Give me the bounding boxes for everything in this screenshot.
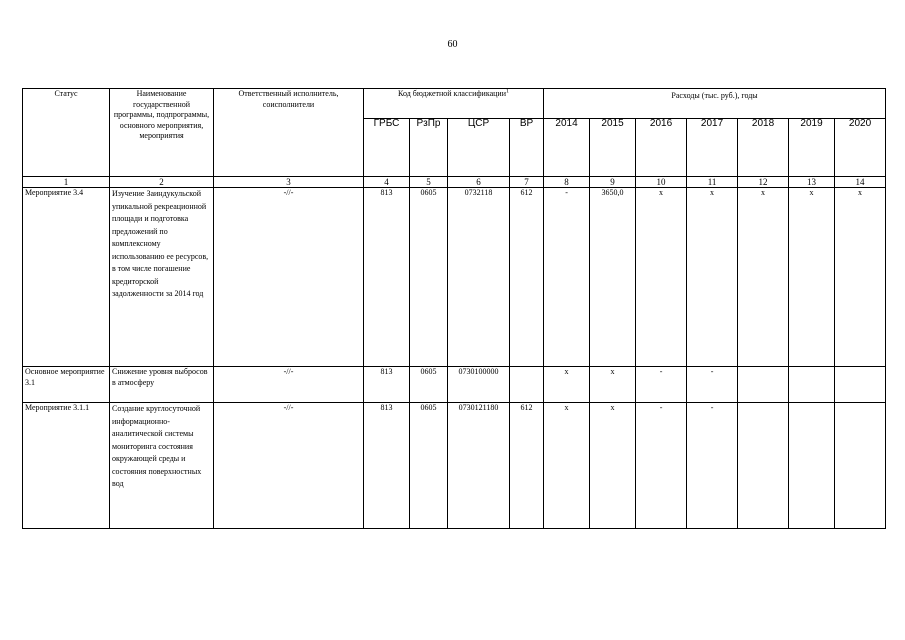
header-year-2014: 2014 bbox=[544, 119, 590, 177]
column-number: 14 bbox=[835, 177, 886, 188]
column-number: 1 bbox=[23, 177, 110, 188]
row-y2016: - bbox=[636, 367, 687, 403]
page-number: 60 bbox=[447, 39, 458, 50]
row-y2019 bbox=[789, 403, 835, 529]
row-y2014: - bbox=[544, 188, 590, 367]
row-y2018 bbox=[738, 367, 789, 403]
column-number: 7 bbox=[510, 177, 544, 188]
column-number: 13 bbox=[789, 177, 835, 188]
row-rzpr: 0605 bbox=[410, 403, 448, 529]
row-grbs: 813 bbox=[364, 403, 410, 529]
row-y2019: x bbox=[789, 188, 835, 367]
row-y2020 bbox=[835, 367, 886, 403]
row-status: Мероприятие 3.1.1 bbox=[23, 403, 110, 529]
row-y2015: x bbox=[590, 403, 636, 529]
row-y2018 bbox=[738, 403, 789, 529]
table-row bbox=[23, 403, 886, 529]
column-number: 2 bbox=[110, 177, 214, 188]
row-y2014: x bbox=[544, 403, 590, 529]
row-y2016: - bbox=[636, 403, 687, 529]
header-budget-code-footnote: 1 bbox=[506, 88, 509, 95]
row-name: Создание круглосуточной информационно-аналитической системы мониторинга состояния окружающей среды и состояния поверхностных вод bbox=[110, 403, 214, 529]
row-vr: 612 bbox=[510, 403, 544, 529]
column-number: 10 bbox=[636, 177, 687, 188]
header-year-2015: 2015 bbox=[590, 119, 636, 177]
header-year-2016: 2016 bbox=[636, 119, 687, 177]
row-y2017: - bbox=[687, 367, 738, 403]
column-number: 4 bbox=[364, 177, 410, 188]
row-status: Мероприятие 3.4 bbox=[23, 188, 110, 367]
row-y2017: x bbox=[687, 188, 738, 367]
column-number: 8 bbox=[544, 177, 590, 188]
column-number: 5 bbox=[410, 177, 448, 188]
row-y2020 bbox=[835, 403, 886, 529]
row-name: Изучение Заиндукульской упикальной рекреационной площади и подготовка предложений по комплексному использованию ее ресурсов, в том числе погашение кредиторской задолженности за 2014 год bbox=[110, 188, 214, 367]
header-code-rzpr: РзПр bbox=[410, 119, 448, 177]
header-year-2019: 2019 bbox=[789, 119, 835, 177]
row-rzpr: 0605 bbox=[410, 188, 448, 367]
table-row bbox=[23, 367, 886, 403]
header-responsible: Ответственный исполнитель, соисполнители bbox=[214, 89, 364, 177]
header-year-2020: 2020 bbox=[835, 119, 886, 177]
table-row bbox=[23, 188, 886, 367]
row-y2016: x bbox=[636, 188, 687, 367]
row-vr bbox=[510, 367, 544, 403]
row-csr: 0732118 bbox=[448, 188, 510, 367]
column-number: 9 bbox=[590, 177, 636, 188]
row-vr: 612 bbox=[510, 188, 544, 367]
column-number: 3 bbox=[214, 177, 364, 188]
row-y2020: x bbox=[835, 188, 886, 367]
header-year-2018: 2018 bbox=[738, 119, 789, 177]
row-responsible: -//- bbox=[214, 403, 364, 529]
row-y2017: - bbox=[687, 403, 738, 529]
column-number: 11 bbox=[687, 177, 738, 188]
header-code-vr: ВР bbox=[510, 119, 544, 177]
header-status: Статус bbox=[23, 89, 110, 177]
header-expenses: Расходы (тыс. руб.), годы bbox=[544, 89, 886, 119]
row-y2015: 3650,0 bbox=[590, 188, 636, 367]
row-csr: 0730100000 bbox=[448, 367, 510, 403]
row-y2019 bbox=[789, 367, 835, 403]
row-name: Снижение уровня выбросов в атмосферу bbox=[110, 367, 214, 403]
row-responsible: -//- bbox=[214, 188, 364, 367]
header-budget-code-text: Код бюджетной классификации bbox=[398, 89, 506, 98]
header-code-grbs: ГРБС bbox=[364, 119, 410, 177]
row-responsible: -//- bbox=[214, 367, 364, 403]
row-y2018: x bbox=[738, 188, 789, 367]
row-status: Основное мероприятие 3.1 bbox=[23, 367, 110, 403]
header-name: Наименование государственной программы, подпрограммы, основного мероприятия, мероприятия bbox=[110, 89, 214, 177]
column-number: 12 bbox=[738, 177, 789, 188]
header-code-csr: ЦСР bbox=[448, 119, 510, 177]
header-budget-code bbox=[364, 89, 544, 119]
column-number: 6 bbox=[448, 177, 510, 188]
row-y2015: x bbox=[590, 367, 636, 403]
row-csr: 0730121180 bbox=[448, 403, 510, 529]
budget-table bbox=[22, 88, 886, 529]
row-rzpr: 0605 bbox=[410, 367, 448, 403]
row-y2014: x bbox=[544, 367, 590, 403]
row-grbs: 813 bbox=[364, 367, 410, 403]
header-year-2017: 2017 bbox=[687, 119, 738, 177]
row-grbs: 813 bbox=[364, 188, 410, 367]
